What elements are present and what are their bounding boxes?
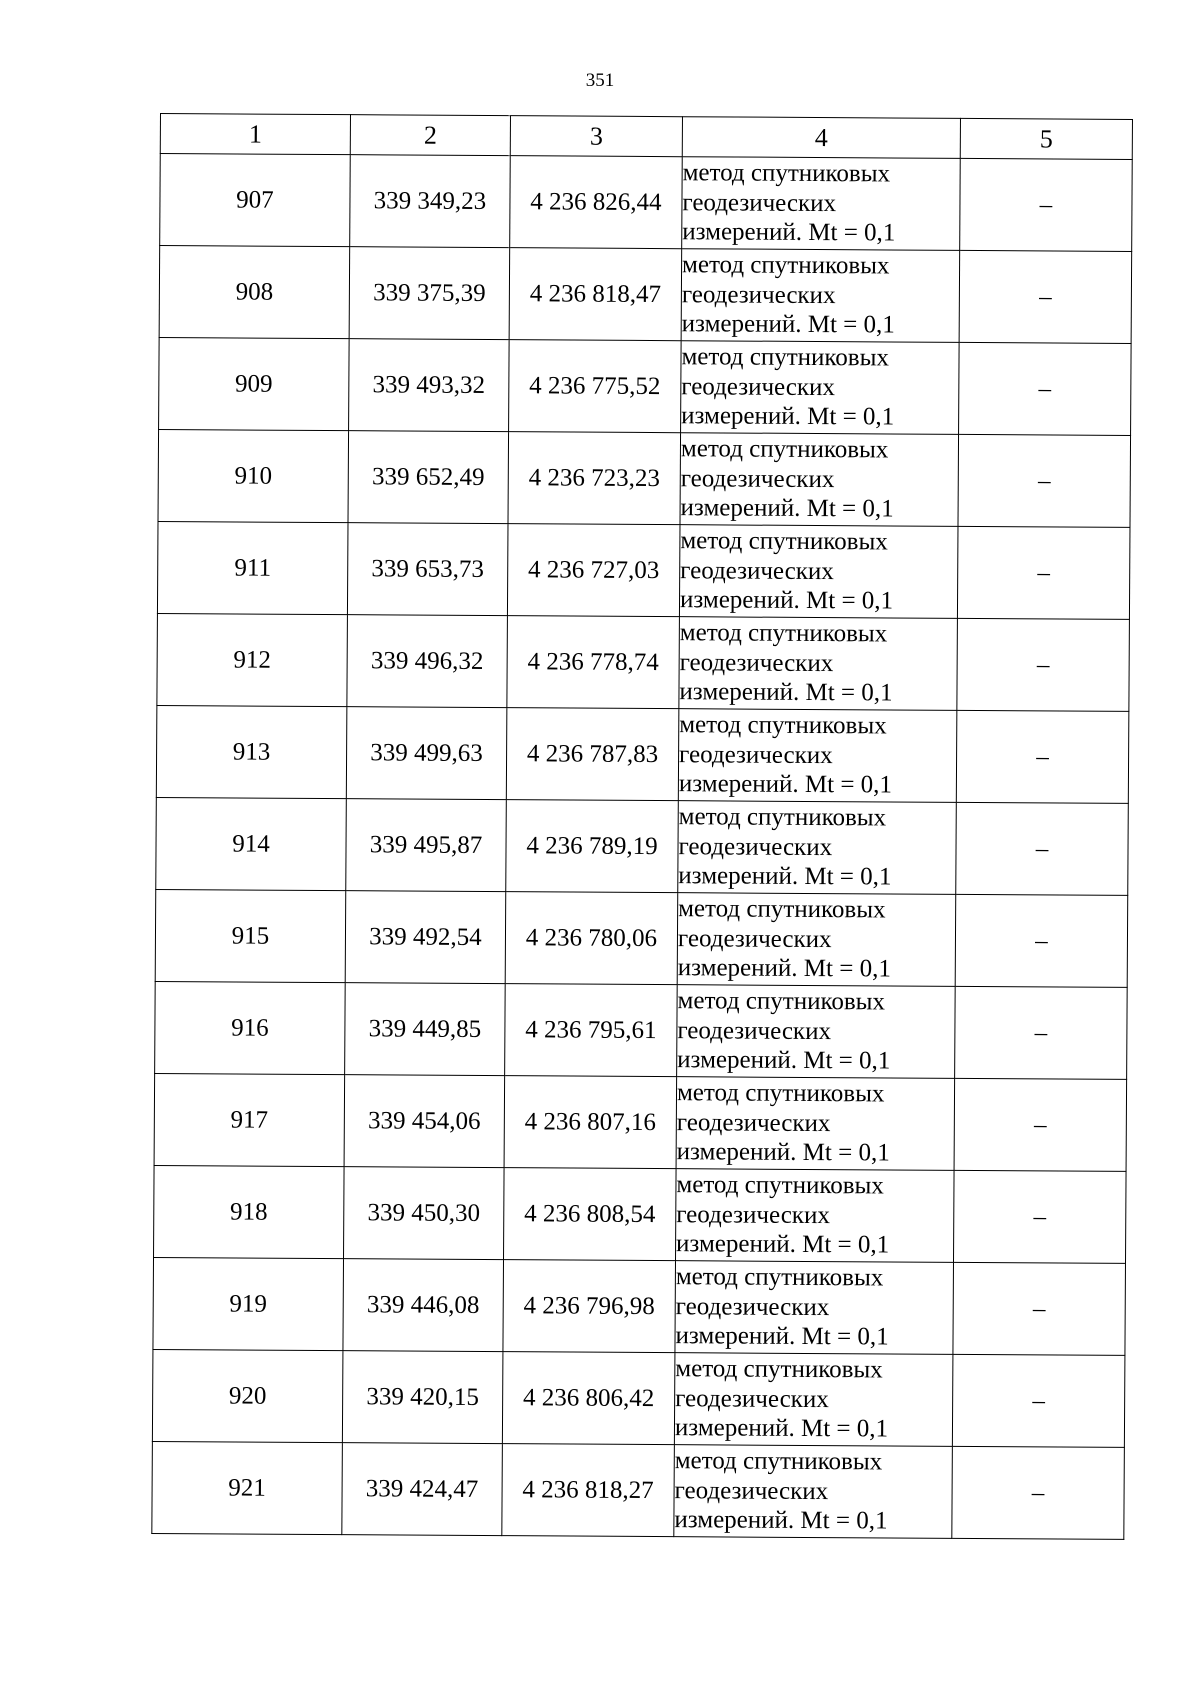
method-line: геодезических: [681, 280, 836, 309]
point-number-cell: 914: [156, 797, 347, 890]
x-coordinate-cell: 339 349,23: [350, 155, 511, 248]
x-coordinate-cell: 339 499,63: [346, 707, 507, 800]
y-coordinate-cell: 4 236 808,54: [504, 1168, 677, 1261]
method-description-cell: [681, 341, 960, 435]
note-cell: –: [956, 710, 1129, 803]
method-description-cell: [674, 1445, 953, 1539]
column-header-5: 5: [960, 118, 1132, 159]
method-line: метод спутниковых: [679, 711, 887, 740]
y-coordinate-cell: 4 236 796,98: [503, 1260, 676, 1353]
table-row: [154, 1165, 1127, 1263]
method-description-cell: [678, 709, 957, 803]
y-coordinate-cell: 4 236 778,74: [507, 616, 680, 709]
method-line: метод спутниковых: [682, 159, 891, 188]
table-row: [156, 797, 1129, 895]
table-row: [153, 1257, 1126, 1355]
method-line: метод спутниковых: [677, 987, 886, 1016]
x-coordinate-cell: 339 495,87: [346, 799, 507, 892]
note-cell: –: [958, 434, 1131, 527]
table-row: [155, 889, 1128, 987]
column-header-3: 3: [510, 116, 682, 157]
method-line: геодезических: [681, 372, 836, 401]
method-line: измерений. Mt = 0,1: [675, 1322, 889, 1351]
note-cell: –: [953, 1170, 1126, 1263]
method-line: геодезических: [679, 740, 833, 769]
y-coordinate-cell: 4 236 775,52: [509, 340, 682, 433]
method-description-cell: [677, 985, 956, 1079]
note-cell: –: [957, 618, 1130, 711]
method-line: измерений. Mt = 0,1: [680, 494, 894, 523]
y-coordinate-cell: 4 236 818,27: [502, 1444, 675, 1537]
method-line: геодезических: [677, 1016, 832, 1045]
method-line: измерений. Mt = 0,1: [676, 1230, 890, 1259]
note-cell: –: [952, 1446, 1125, 1539]
method-line: метод спутниковых: [676, 1079, 885, 1108]
note-cell: –: [955, 894, 1128, 987]
method-line: метод спутниковых: [676, 1171, 884, 1200]
method-line: измерений. Mt = 0,1: [676, 1138, 890, 1167]
method-line: геодезических: [680, 464, 835, 493]
point-number-cell: 908: [159, 246, 350, 339]
coordinates-table: [151, 113, 1133, 1540]
method-line: геодезических: [675, 1384, 829, 1413]
method-line: метод спутниковых: [678, 895, 886, 924]
method-line: геодезических: [679, 648, 834, 677]
point-number-cell: 917: [154, 1073, 345, 1166]
table-row: [152, 1349, 1125, 1447]
method-description-cell: [679, 525, 958, 619]
point-number-cell: 911: [157, 521, 348, 614]
method-line: метод спутниковых: [674, 1447, 883, 1476]
x-coordinate-cell: 339 652,49: [348, 431, 509, 524]
y-coordinate-cell: 4 236 795,61: [505, 984, 678, 1077]
point-number-cell: 909: [159, 337, 350, 430]
method-description-cell: [675, 1261, 954, 1355]
method-description-cell: [675, 1169, 954, 1263]
note-cell: –: [954, 1078, 1127, 1171]
method-line: геодезических: [678, 832, 833, 861]
note-cell: –: [953, 1262, 1126, 1355]
point-number-cell: 921: [152, 1441, 343, 1534]
method-description-cell: [680, 433, 959, 527]
method-line: метод спутниковых: [675, 1355, 883, 1384]
table-row: [158, 429, 1131, 527]
table-row: [156, 705, 1129, 803]
method-line: измерений. Mt = 0,1: [679, 586, 894, 615]
method-line: метод спутниковых: [680, 435, 889, 464]
method-line: метод спутниковых: [681, 343, 890, 372]
y-coordinate-cell: 4 236 826,44: [510, 156, 683, 249]
method-description-cell: [674, 1353, 953, 1447]
x-coordinate-cell: 339 449,85: [345, 983, 506, 1076]
method-line: измерений. Mt = 0,1: [677, 954, 891, 983]
point-number-cell: 910: [158, 429, 349, 522]
y-coordinate-cell: 4 236 807,16: [504, 1076, 677, 1169]
x-coordinate-cell: 339 420,15: [342, 1351, 503, 1444]
table-header-row: [160, 114, 1132, 160]
x-coordinate-cell: 339 375,39: [349, 247, 510, 340]
x-coordinate-cell: 339 496,32: [347, 615, 508, 708]
table-row: [155, 981, 1128, 1079]
method-line: измерений. Mt = 0,1: [679, 678, 893, 707]
method-line: геодезических: [676, 1108, 831, 1137]
method-description-cell: [681, 249, 960, 343]
x-coordinate-cell: 339 492,54: [345, 891, 506, 984]
method-line: геодезических: [676, 1200, 830, 1229]
x-coordinate-cell: 339 493,32: [349, 339, 510, 432]
table-row: [159, 246, 1132, 344]
method-line: метод спутниковых: [680, 527, 888, 556]
method-line: метод спутниковых: [675, 1263, 884, 1292]
method-line: геодезических: [682, 188, 837, 217]
y-coordinate-cell: 4 236 787,83: [506, 708, 679, 801]
note-cell: –: [959, 250, 1132, 343]
x-coordinate-cell: 339 424,47: [342, 1443, 503, 1536]
column-header-4: 4: [682, 117, 960, 159]
page-number: 351: [585, 70, 615, 91]
x-coordinate-cell: 339 446,08: [343, 1259, 504, 1352]
method-description-cell: [676, 1077, 955, 1171]
note-cell: –: [955, 986, 1128, 1079]
method-line: геодезических: [680, 556, 834, 585]
y-coordinate-cell: 4 236 723,23: [508, 432, 681, 525]
point-number-cell: 915: [155, 889, 346, 982]
point-number-cell: 907: [160, 154, 351, 247]
table-row: [157, 613, 1130, 711]
note-cell: –: [956, 802, 1129, 895]
method-line: измерений. Mt = 0,1: [674, 1506, 888, 1535]
method-description-cell: [678, 801, 957, 895]
method-line: геодезических: [674, 1476, 829, 1505]
table-row: [160, 154, 1133, 252]
note-cell: –: [960, 158, 1133, 251]
column-header-1: 1: [160, 114, 350, 155]
y-coordinate-cell: 4 236 780,06: [505, 892, 678, 985]
method-line: геодезических: [675, 1292, 830, 1321]
y-coordinate-cell: 4 236 789,19: [506, 800, 679, 893]
method-line: измерений. Mt = 0,1: [678, 862, 892, 891]
method-line: измерений. Mt = 0,1: [677, 1046, 891, 1075]
note-cell: –: [959, 342, 1132, 435]
point-number-cell: 920: [152, 1349, 343, 1442]
y-coordinate-cell: 4 236 806,42: [502, 1352, 675, 1445]
table-row: [154, 1073, 1127, 1171]
x-coordinate-cell: 339 454,06: [344, 1075, 505, 1168]
x-coordinate-cell: 339 450,30: [344, 1167, 505, 1260]
method-description-cell: [679, 617, 958, 711]
y-coordinate-cell: 4 236 818,47: [509, 248, 682, 341]
note-cell: –: [952, 1354, 1125, 1447]
method-line: измерений. Mt = 0,1: [681, 310, 895, 339]
point-number-cell: 919: [153, 1257, 344, 1350]
table-body: [152, 154, 1132, 1540]
table-row: [159, 337, 1132, 435]
point-number-cell: 918: [154, 1165, 345, 1258]
method-line: измерений. Mt = 0,1: [674, 1414, 889, 1443]
method-line: метод спутниковых: [681, 251, 890, 280]
point-number-cell: 912: [157, 613, 348, 706]
method-line: измерений. Mt = 0,1: [678, 770, 893, 799]
method-description-cell: [682, 157, 961, 251]
method-line: измерений. Mt = 0,1: [682, 218, 896, 247]
point-number-cell: 916: [155, 981, 346, 1074]
y-coordinate-cell: 4 236 727,03: [507, 524, 680, 617]
column-header-2: 2: [350, 115, 510, 156]
method-description-cell: [677, 893, 956, 987]
method-line: геодезических: [677, 924, 832, 953]
note-cell: –: [957, 526, 1130, 619]
method-line: метод спутниковых: [679, 619, 888, 648]
x-coordinate-cell: 339 653,73: [347, 523, 508, 616]
point-number-cell: 913: [156, 705, 347, 798]
table-row: [157, 521, 1130, 619]
method-line: метод спутниковых: [678, 803, 887, 832]
method-line: измерений. Mt = 0,1: [681, 402, 895, 431]
table-row: [152, 1441, 1125, 1539]
